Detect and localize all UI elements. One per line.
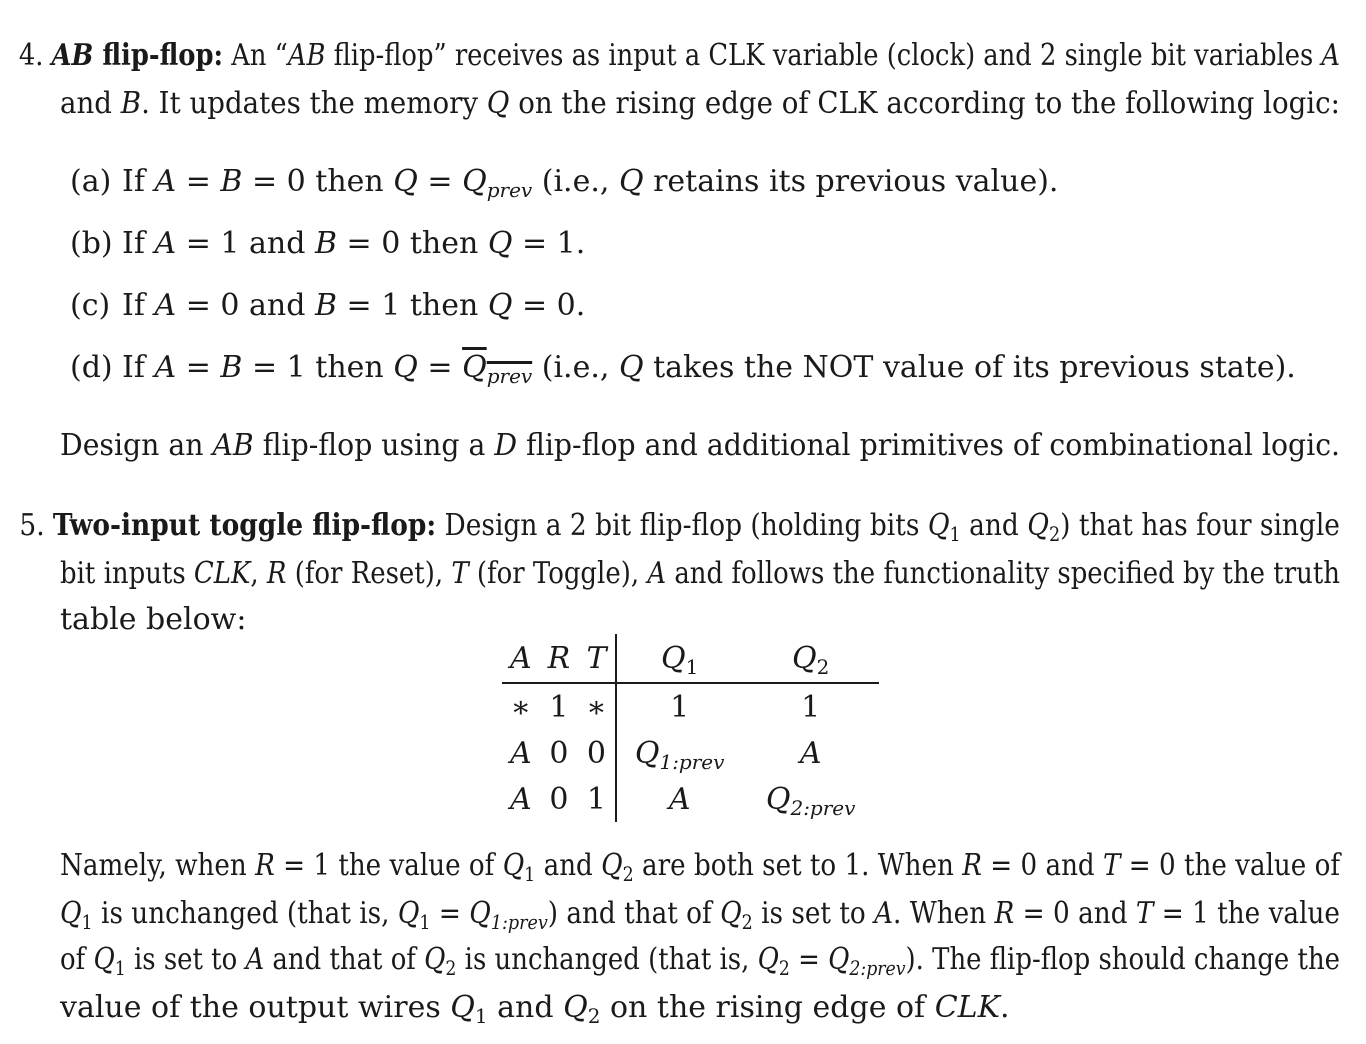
p5-namely-line-1: Namely, when R = 1 the value of $Q_1$ and $Q_2$ are both set to 1. When R = 0 and T = 0 the value of (60, 848, 1341, 886)
p5-line-2: bit inputs CLK, R (for Reset), T (for Toggle), A and follows the functionality specified by the truth (60, 556, 1340, 591)
p4-title: flip-flop: (93, 38, 224, 73)
p5-number: 5. (19, 508, 45, 543)
table-row: A 0 0 $Q_{1:prev}$ A (502, 730, 879, 776)
p4-title-ab: AB (51, 38, 94, 73)
table-row: A 0 1 A $Q_{2:prev}$ (502, 776, 879, 822)
p4-design-line: Design an AB flip-flop using a D flip-flop and additional primitives of combinational logic. (60, 428, 1341, 463)
p4-number: 4. (18, 38, 44, 73)
p5-title: Two-input toggle flip-flop: (52, 508, 437, 543)
p5-namely-line-4: value of the output wires $Q_1$ and $Q_2$ on the rising edge of CLK. (60, 990, 1010, 1028)
truth-table (502, 634, 879, 822)
p5-line-3: table below: (60, 602, 247, 637)
truth-table-header: A R T $Q_1$ $Q_2$ (502, 634, 879, 683)
document-page: 4. AB flip-flop: An “AB flip-flop” receives as input a CLK variable (clock) and 2 single bit variables A and B. It updates the memory Q on the rising edge of CLK according to the following logic: (a) If A = B = 0 then $Q = Q_{prev}$ (i.e., Q retains its previous value). (b) If A = 1 and B = 0 then Q = 1. (c) If A = 0 and B = 1 then Q = 0. (d) If A = B = 1 then $Q = Q_{prev}$ (i.e., Q takes the NOT value of its previous state). Design an AB flip-flop using a D flip-flop and additional primitives of combinational logic. 5. Two-input toggle flip-flop: Design a 2 bit flip-flop (holding bits $Q_1$ and $Q_2$) that has four single bit inputs CLK, R (for Reset), T (for Toggle), A and follows the functionality specified by the truth table below: A R T $Q_1$ $Q_2$ ∗ 1 ∗ 1 1 A 0 0 $Q_{1:prev}$ A A 0 1 A $Q_{2:prev}$ Namely, when R = 1 the value of $Q_1$ and $Q_2$ are both set to 1. When R = 0 and T = 0 the value of $Q_1$ is unchanged (that is, $Q_1 = Q_{1:prev}$) and that of $Q_2$ is set to A. When R = 0 and T = 1 the value of $Q_1$ is set to A and that of $Q_2$ is unchanged (that is, $Q_2 = Q_{2:prev}$). The flip-flop should change the value of the output wires $Q_1$ and $Q_2$ on the rising edge of CLK. (18, 38, 1341, 1028)
p5-namely-line-2: $Q_1$ is unchanged (that is, $Q_1 = Q_{1:prev}$) and that of $Q_2$ is set to A. When R = 0 and T = 1 the value (60, 896, 1340, 934)
p4-line-2: and B. It updates the memory Q on the rising edge of CLK according to the following logic: (60, 86, 1340, 121)
p5-namely-line-3: of $Q_1$ is set to A and that of $Q_2$ is unchanged (that is, $Q_2 = Q_{2:prev}$). The flip-flop should change the (60, 942, 1341, 980)
table-row: ∗ 1 ∗ 1 1 (502, 683, 879, 730)
q-prev-bar: $Q_{prev}$ (462, 350, 533, 388)
